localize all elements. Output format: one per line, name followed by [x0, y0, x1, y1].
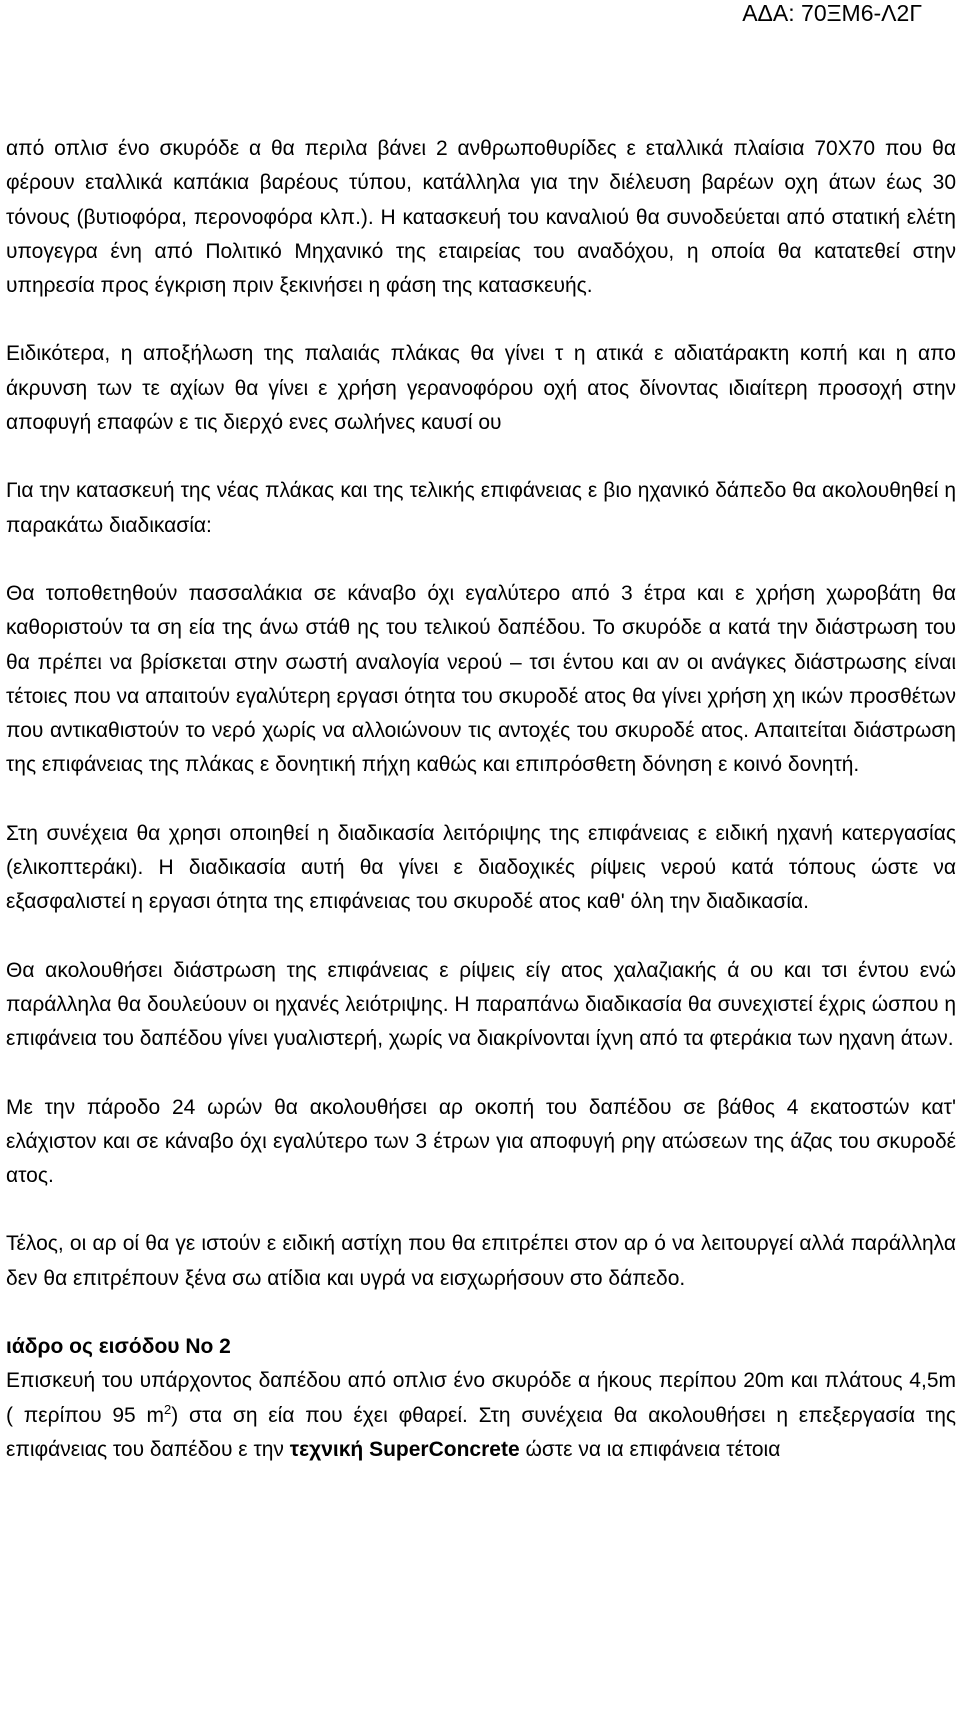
paragraph-new-slab-intro: Για την κατασκευή της νέας πλάκας και της τελικής επιφάνειας ε βιο ηχανικό δάπεδο θα ακολουθηθεί η παρακάτω διαδικασία: [6, 479, 956, 537]
corridor-text-part3: ώστε να ια επιφάνεια τέτοια [519, 1437, 781, 1461]
section-heading-corridor: ιάδρο ος εισόδου Νο 2 [6, 1335, 231, 1359]
paragraph-slab-removal: Ειδικότερα, η αποξήλωση της παλαιάς πλάκας θα γίνει τ η ατικά ε αδιατάρακτη κοπή και η απο άκρυνση των τε αχίων θα γίνει ε χρήση γερανοφόρου οχή ατος δίνοντας ιδιαίτερη προσοχή στην αποφυγή επαφών ε τις διερχό ενες σωλήνες καυσί ου [6, 342, 956, 435]
superscript-square: 2 [164, 1401, 172, 1417]
ada-document-code: ΑΔΑ: 70ΞΜ6-Λ2Γ [742, 0, 922, 26]
paragraph-joint-cutting: Με την πάροδο 24 ωρών θα ακολουθήσει αρ οκοπή του δαπέδου σε βάθος 4 εκατοστών κατ' ελάχιστον και σε κάναβο όχι εγαλύτερο των 3 έτρων για αποφυγή ρηγ ατώσεων της άζας του σκυροδέ ατος. [6, 1095, 956, 1188]
superconcrete-term: τεχνική SuperConcrete [289, 1437, 520, 1461]
document-body [6, 132, 956, 1467]
paragraph-stakes-concrete: Θα τοποθετηθούν πασσαλάκια σε κάναβο όχι εγαλύτερο από 3 έτρα και ε χρήση χωροβάτη θα καθοριστούν τα ση εία της άνω στάθ ης του τελικού δαπέδου. Το σκυρόδε α κατά την διάστρωση του θα πρέπει να βρίσκεται στην σωστή αναλογία νερού – τσι έντου και αν οι ανάγκες διάστρωσης είναι τέτοιες που να απαιτούν εγαλύτερη εργασι ότητα του σκυροδέ ατος θα γίνει χρήση χη ικών προσθέτων που αντικαθιστούν το νερό χωρίς να αλλοιώνουν τις αντοχές του σκυροδέ ατος. Απαιτείται διάστρωση της επιφάνειας της πλάκας ε δονητική πήχη καθώς και επιπρόσθετη δόνηση ε κοινό δονητή. [6, 581, 956, 777]
paragraph-polishing: Στη συνέχεια θα χρησι οποιηθεί η διαδικασία λειτόριψης της επιφάνειας ε ειδική ηχανή κατεργασίας (ελικοπτεράκι). Η διαδικασία αυτή θα γίνει ε διαδοχικές ρίψεις νερού κατά τόπους ώστε να εξασφαλιστεί η εργασι ότητα της επιφάνειας του σκυροδέ ατος καθ' όλη την διαδικασία. [6, 821, 956, 914]
corridor-text-part2: ) στα ση εία που έχει φθαρεί. Στη συνέχεια θα ακολουθήσει η επεξεργασία της επιφάνειας του δαπέδου ε την [6, 1403, 956, 1461]
paragraph-channel-construction: από οπλισ ένο σκυρόδε α θα περιλα βάνει 2 ανθρωποθυρίδες ε εταλλικά πλαίσια 70Χ70 που θα φέρουν εταλλικά καπάκια βαρέους τύπου, κατάλληλα για την διέλευση βαρέων οχη άτων έως 30 τόνους (βυτιοφόρα, περονοφόρα κλπ.). Η κατασκευή του καναλιού θα συνοδεύεται από στατική ελέτη υπογεγρα ένη από Πολιτικό Μηχανικό της εταιρείας του αναδόχου, η οποία θα κατατεθεί στην υπηρεσία προς έγκριση πριν ξεκινήσει η φάση της κατασκευής. [6, 137, 956, 298]
paragraph-joint-filling: Τέλος, οι αρ οί θα γε ιστούν ε ειδική αστίχη που θα επιτρέπει στον αρ ό να λειτουργεί αλλά παράλληλα δεν θα επιτρέπουν ξένα σω ατίδια και υγρά να εισχωρήσουν στο δάπεδο. [6, 1232, 956, 1290]
paragraph-quartz-sand: Θα ακολουθήσει διάστρωση της επιφάνειας ε ρίψεις είγ ατος χαλαζιακής ά ου και τσι έντου ενώ παράλληλα θα δουλεύουν οι ηχανές λειότριψης. Η παραπάνω διαδικασία θα συνεχιστεί έχρις ώσπου η επιφάνεια του δαπέδου γίνει γυαλιστερή, χωρίς να διακρίνονται ίχνη από τα φτεράκια των ηχανη άτων. [6, 958, 956, 1051]
paragraph-corridor-repair [6, 1364, 956, 1467]
corridor-text-part1: Επισκευή του υπάρχοντος δαπέδου από οπλισ ένο σκυρόδε α ήκους περίπου 20m και πλάτους 4,5m ( περίπου 95 m [6, 1369, 956, 1427]
